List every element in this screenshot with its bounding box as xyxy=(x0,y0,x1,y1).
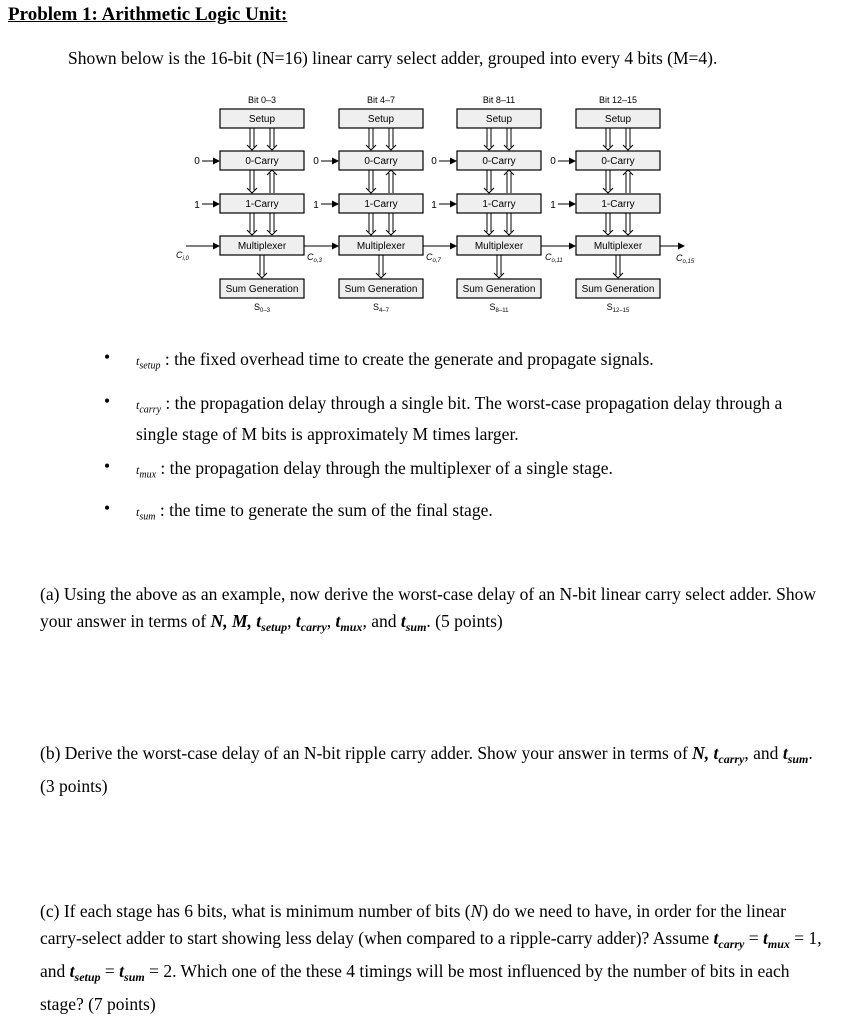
one-carry-label: 1-Carry xyxy=(364,199,398,210)
arrow xyxy=(603,145,613,150)
one-input-label: 1 xyxy=(194,200,200,211)
arrow xyxy=(366,230,376,235)
carry-label: $C_{o,11}$ xyxy=(545,252,563,264)
multiplexer-label: Multiplexer xyxy=(237,241,287,252)
zero-input-label: 0 xyxy=(194,156,200,167)
question-b: (b) Derive the worst-case delay of an N-bit ripple carry adder. Show your answer in terms of N, $t_{carry}$, and $t_{sum}$. (3 points) xyxy=(40,743,813,796)
zero-carry-label: 0-Carry xyxy=(364,156,398,167)
one-input-label: 1 xyxy=(431,200,437,211)
arrow xyxy=(494,273,504,278)
zero-carry-label: 0-Carry xyxy=(482,156,516,167)
arrow xyxy=(386,145,396,150)
arrow xyxy=(484,230,494,235)
arrow xyxy=(484,145,494,150)
arrow xyxy=(267,145,277,150)
bullet-setup: $t_{setup}$ : the fixed overhead time to create the generate and propagate signals. xyxy=(136,349,654,372)
arrow xyxy=(366,145,376,150)
sum-generation-label: Sum Generation xyxy=(344,284,418,295)
arrow xyxy=(603,230,613,235)
arrow xyxy=(603,188,613,193)
bullet-dot: • xyxy=(104,456,111,476)
arrow xyxy=(504,230,514,235)
zero-carry-label: 0-Carry xyxy=(601,156,635,167)
sum-output-label: $S_{12-15}$ xyxy=(606,302,630,314)
setup-label: Setup xyxy=(248,114,276,125)
setup-label: Setup xyxy=(367,114,395,125)
arrow xyxy=(247,188,257,193)
sum-output-label: $S_{4-7}$ xyxy=(372,302,390,314)
arrow xyxy=(504,170,514,175)
one-carry-label: 1-Carry xyxy=(601,199,635,210)
carry-label: $C_{o,3}$ xyxy=(307,252,322,264)
carry-label: $C_{o,15}$ xyxy=(676,253,695,265)
arrow xyxy=(366,188,376,193)
zero-input-label: 0 xyxy=(550,156,556,167)
question-a: (a) Using the above as an example, now derive the worst-case delay of an N-bit linear carry select adder. Show your answer in terms of N, M, $t_{setup}$, $t_{carry}$, $t_{mux}$, and $t_{sum}$. (5 points) xyxy=(40,584,817,634)
sum-generation-label: Sum Generation xyxy=(462,284,536,295)
carry-label: $C_{o,7}$ xyxy=(426,252,441,264)
one-carry-label: 1-Carry xyxy=(245,199,279,210)
bullet-dot: • xyxy=(104,498,111,518)
sum-generation-label: Sum Generation xyxy=(581,284,655,295)
arrow xyxy=(623,170,633,175)
group-bits-label: Bit 12–15 xyxy=(598,95,638,105)
setup-label: Setup xyxy=(604,114,632,125)
carry-select-adder-diagram xyxy=(0,0,847,330)
arrow xyxy=(267,170,277,175)
one-input-label: 1 xyxy=(550,200,556,211)
arrow xyxy=(257,273,267,278)
arrow xyxy=(386,230,396,235)
zero-input-label: 0 xyxy=(431,156,437,167)
group-bits-label: Bit 0–3 xyxy=(247,95,277,105)
question-c: (c) If each stage has 6 bits, what is minimum number of bits (N) do we need to have, in order for the linear carry-select adder to start showing less delay (when compared to a ripple-carry adder)? Assume $t_{carry} = t_{mux} = 1$, and $t_{setup} = t_{sum} = 2$. Which one of the these 4 timings will be most influenced by the number of bits in each stage? (7 points) xyxy=(40,901,822,1014)
sum-generation-label: Sum Generation xyxy=(225,284,299,295)
multiplexer-label: Multiplexer xyxy=(356,241,406,252)
arrow xyxy=(484,188,494,193)
bullet-sum: $t_{sum}$ : the time to generate the sum of the final stage. xyxy=(136,500,493,523)
arrow xyxy=(613,273,623,278)
arrow xyxy=(623,145,633,150)
zero-input-label: 0 xyxy=(313,156,319,167)
arrow xyxy=(504,145,514,150)
bullet-carry: $t_{carry}$ : the propagation delay through a single bit. The worst-case propagation delay through a single stage of M bits is approximately M times larger. xyxy=(136,393,783,445)
bullet-dot: • xyxy=(104,391,111,411)
setup-label: Setup xyxy=(485,114,513,125)
arrow xyxy=(247,230,257,235)
zero-carry-label: 0-Carry xyxy=(245,156,279,167)
intro-text: Shown below is the 16-bit (N=16) linear carry select adder, grouped into every 4 bits (M=4). xyxy=(68,48,718,68)
carry-label: $C_{i,0}$ xyxy=(176,250,189,262)
arrow xyxy=(623,230,633,235)
arrow xyxy=(386,170,396,175)
bullet-mux: $t_{mux}$ : the propagation delay through the multiplexer of a single stage. xyxy=(136,458,613,481)
group-bits-label: Bit 8–11 xyxy=(482,95,516,105)
arrow xyxy=(247,145,257,150)
sum-output-label: $S_{0-3}$ xyxy=(253,302,271,314)
multiplexer-label: Multiplexer xyxy=(593,241,643,252)
arrow xyxy=(267,230,277,235)
multiplexer-label: Multiplexer xyxy=(474,241,524,252)
group-bits-label: Bit 4–7 xyxy=(366,95,396,105)
one-carry-label: 1-Carry xyxy=(482,199,516,210)
bullet-dot: • xyxy=(104,347,111,367)
arrow xyxy=(376,273,386,278)
problem-title: Problem 1: Arithmetic Logic Unit: xyxy=(8,4,288,25)
sum-output-label: $S_{8-11}$ xyxy=(489,302,509,314)
one-input-label: 1 xyxy=(313,200,319,211)
